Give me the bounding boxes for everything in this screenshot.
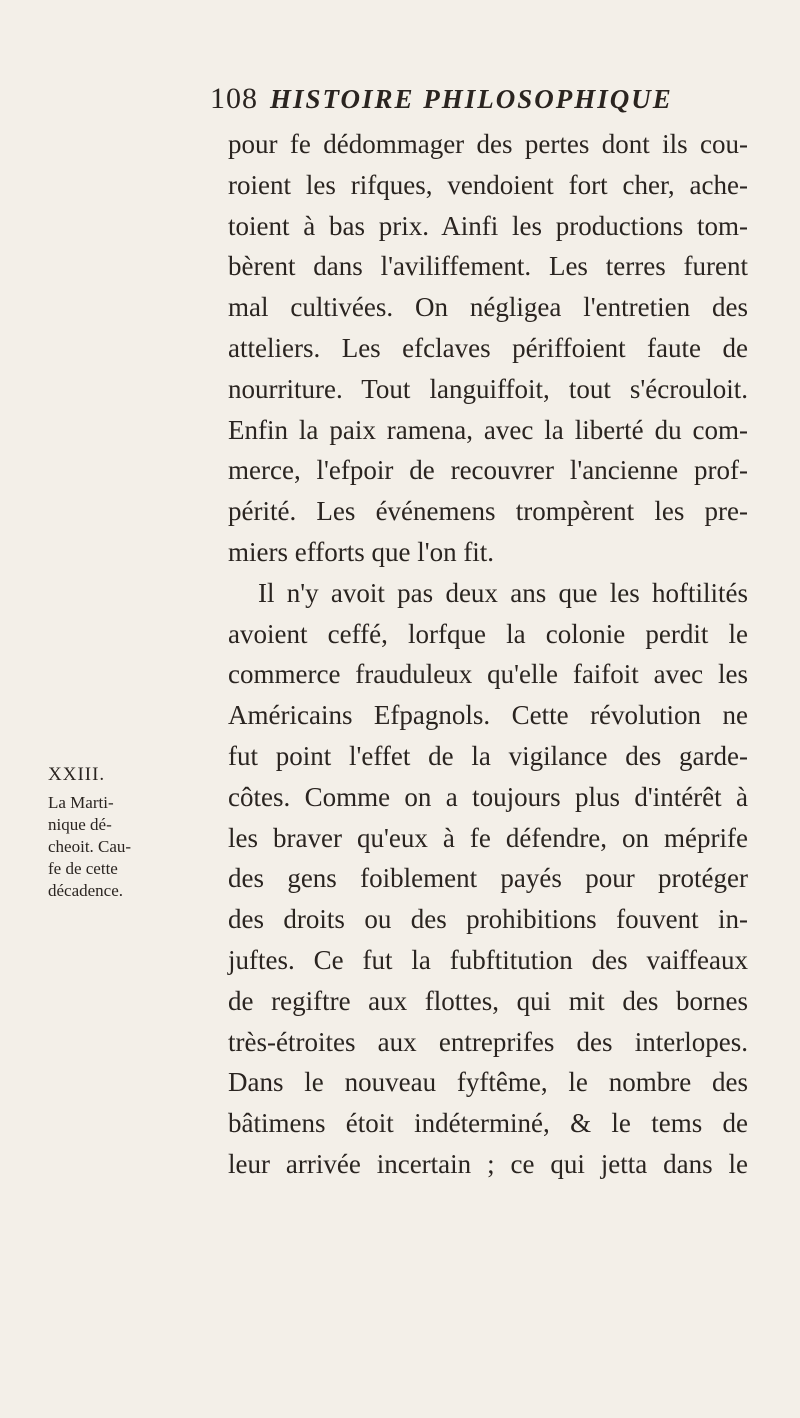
paragraph-end-line: miers efforts que l'on fit. (228, 536, 495, 567)
text-line: bâtimens étoit indéterminé, & le tems de (228, 1108, 748, 1139)
running-title: HISTOIRE PHILOSOPHIQUE (270, 84, 673, 114)
text-line: fut point l'effet de la vigilance des garde- (228, 740, 748, 771)
text-line: atteliers. Les efclaves périffoient faute de (228, 332, 748, 363)
margin-note-line: cheoit. Cau- (48, 837, 132, 856)
body-text (228, 124, 748, 1185)
page-number: 108 (210, 82, 258, 115)
text-line: des droits ou des prohibitions fouvent in- (228, 904, 748, 935)
margin-note-line: fe de cette (48, 859, 118, 878)
text-line: pour fe dédommager des pertes dont ils cou- (228, 129, 748, 159)
margin-note-line: décadence. (48, 881, 124, 900)
text-line: périté. Les événemens trompèrent les pre- (228, 496, 748, 527)
text-line: juftes. Ce fut la fubftitution des vaiffeaux (228, 944, 748, 975)
text-line: merce, l'efpoir de recouvrer l'ancienne prof- (228, 455, 748, 486)
text-line: côtes. Comme on a toujours plus d'intérêt à (228, 781, 748, 812)
text-line: Il n'y avoit pas deux ans que les hoftilités (258, 577, 748, 608)
text-line: leur arrivée incertain ; ce qui jetta dans le (228, 1148, 748, 1179)
text-line: Dans le nouveau fyftême, le nombre des (228, 1067, 748, 1098)
text-line: mal cultivées. On négligea l'entretien des (228, 292, 748, 323)
text-line: commerce frauduleux qu'elle faifoit avec les (228, 659, 748, 690)
text-line: nourriture. Tout languiffoit, tout s'écrouloit. (228, 373, 748, 404)
text-line: Enfin la paix ramena, avec la liberté du com- (228, 414, 748, 445)
text-line: des gens foiblement payés pour protéger (228, 863, 748, 894)
text-line: roient les rifques, vendoient fort cher, ache- (228, 169, 748, 200)
margin-section-number: XXIII. (48, 764, 106, 785)
running-head (208, 78, 748, 122)
text-line: de regiftre aux flottes, qui mit des bornes (228, 985, 748, 1016)
text-line: très-étroites aux entreprifes des interlopes. (228, 1026, 748, 1057)
text-line: Américains Efpagnols. Cette révolution ne (228, 700, 748, 731)
text-line: toient à bas prix. Ainfi les productions tom- (228, 210, 748, 241)
text-line: les braver qu'eux à fe défendre, on méprife (228, 822, 748, 853)
margin-note (48, 760, 223, 902)
margin-note-line: La Marti- (48, 793, 114, 812)
margin-note-line: nique dé- (48, 815, 112, 834)
text-line: bèrent dans l'aviliffement. Les terres furent (228, 251, 748, 282)
text-line: avoient ceffé, lorfque la colonie perdit le (228, 618, 748, 649)
